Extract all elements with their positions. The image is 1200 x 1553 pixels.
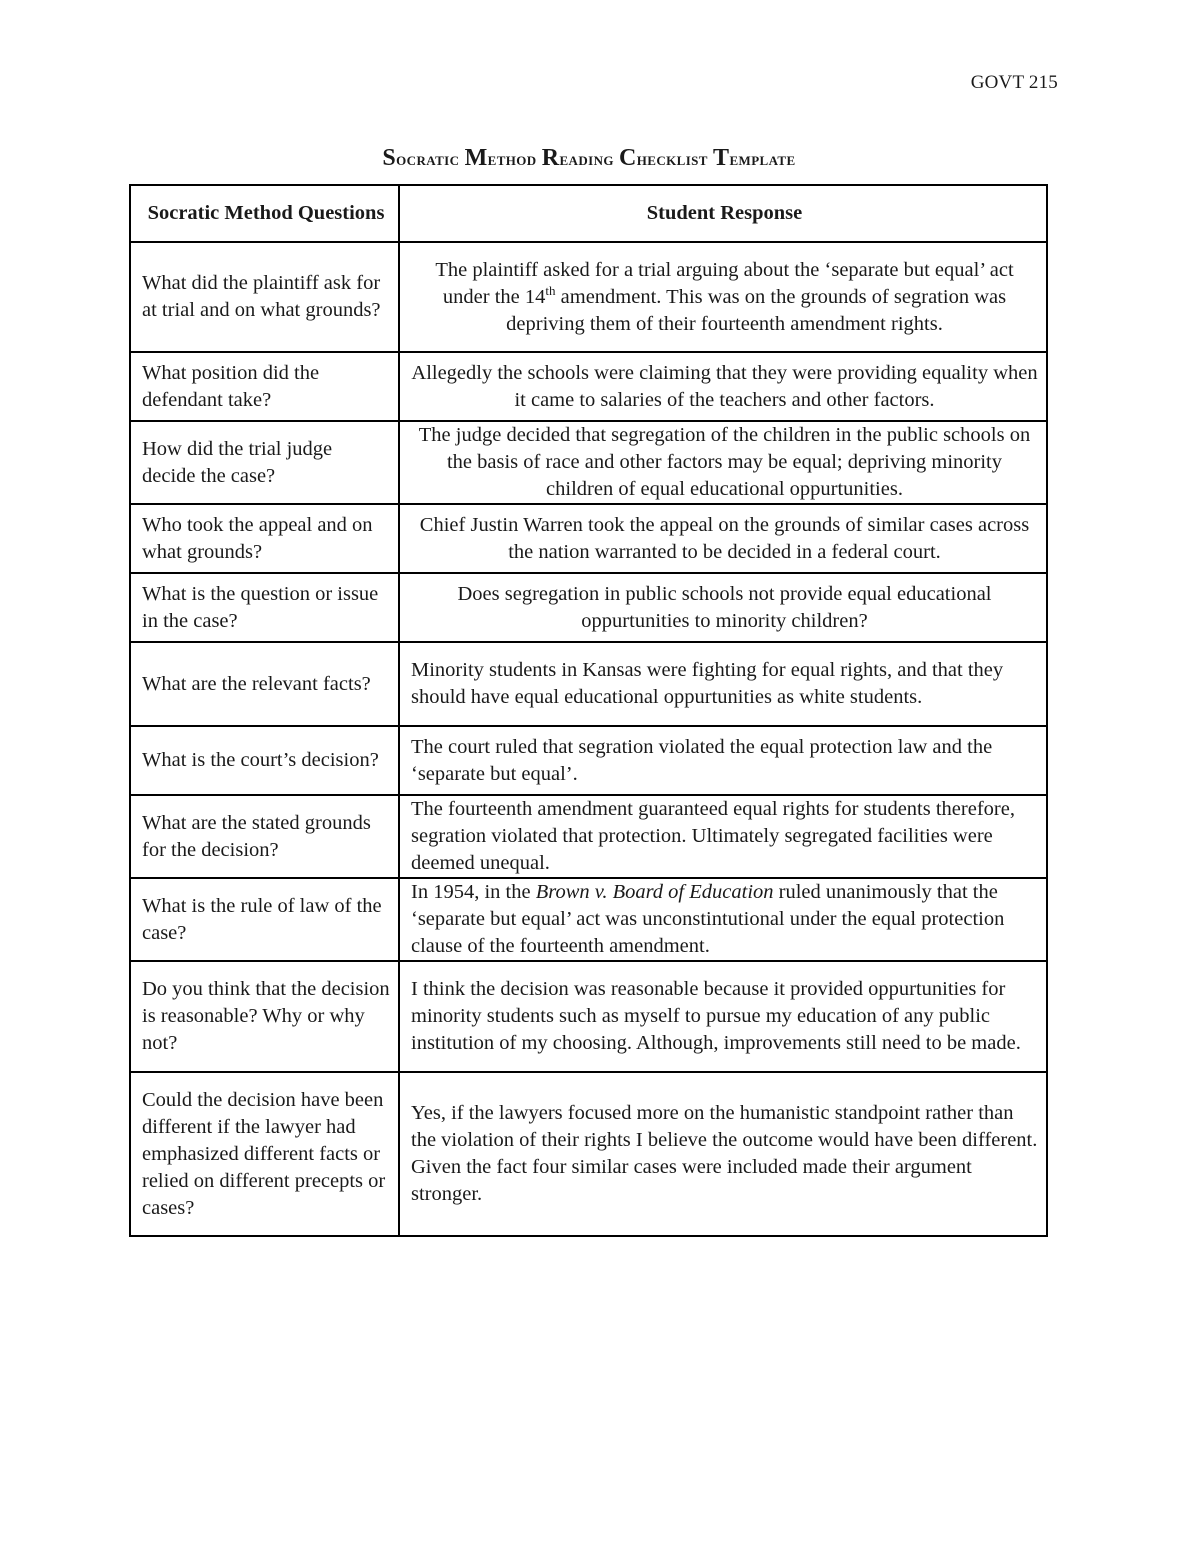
- table-header-row: [130, 185, 1047, 242]
- response-cell: Does segregation in public schools not provide equal educational oppurtunities to minority children?: [399, 573, 1047, 642]
- table-row: [130, 878, 1047, 961]
- response-text: amendment. This was on the grounds of segration was depriving them of their fourteenth amendment rights.: [506, 285, 1007, 335]
- question-cell: What position did the defendant take?: [130, 352, 399, 421]
- table-row: [130, 504, 1047, 573]
- response-cell: [399, 242, 1047, 352]
- response-text: ruled unanimously that the ‘separate but equal’ act was unconstintutional under the equal protection clause of the fourteenth amendment.: [411, 881, 1005, 957]
- question-cell: What are the stated grounds for the decision?: [130, 795, 399, 878]
- questions-column-header: Socratic Method Questions: [130, 185, 399, 242]
- response-cell: [399, 878, 1047, 961]
- table-row: [130, 1072, 1047, 1236]
- question-cell: What is the court’s decision?: [130, 726, 399, 795]
- response-cell: The fourteenth amendment guaranteed equal rights for students therefore, segration violated that protection. Ultimately segregated facilities were deemed unequal.: [399, 795, 1047, 878]
- table-row: [130, 573, 1047, 642]
- response-text: In 1954, in the: [411, 881, 536, 903]
- question-cell: What is the question or issue in the case?: [130, 573, 399, 642]
- response-cell: The court ruled that segration violated the equal protection law and the ‘separate but equal’.: [399, 726, 1047, 795]
- ordinal-suffix: th: [545, 282, 556, 298]
- response-column-header: Student Response: [399, 185, 1047, 242]
- table-row: [130, 726, 1047, 795]
- response-cell: The judge decided that segregation of the children in the public schools on the basis of race and other factors may be equal; depriving minority children of equal educational oppurtunities.: [399, 421, 1047, 504]
- response-cell: Chief Justin Warren took the appeal on the grounds of similar cases across the nation warranted to be decided in a federal court.: [399, 504, 1047, 573]
- checklist-table: [129, 184, 1048, 1237]
- table-row: [130, 242, 1047, 352]
- response-cell: Allegedly the schools were claiming that they were providing equality when it came to salaries of the teachers and other factors.: [399, 352, 1047, 421]
- case-name: Brown v. Board of Education: [535, 881, 774, 903]
- response-cell: I think the decision was reasonable because it provided oppurtunities for minority students such as myself to pursue my education of any public institution of my choosing. Although, improvements still need to be made.: [399, 961, 1047, 1072]
- question-cell: Who took the appeal and on what grounds?: [130, 504, 399, 573]
- table-row: [130, 642, 1047, 726]
- response-text: The plaintiff asked for a trial arguing about the ‘separate but equal’ act under the 14: [435, 258, 1014, 308]
- question-cell: What is the rule of law of the case?: [130, 878, 399, 961]
- document-title: Socratic Method Reading Checklist Template: [382, 145, 796, 171]
- table-row: [130, 961, 1047, 1072]
- response-cell: Yes, if the lawyers focused more on the humanistic standpoint rather than the violation of their rights I believe the outcome would have been different. Given the fact four similar cases were included made their argument stronger.: [399, 1072, 1047, 1236]
- question-cell: What did the plaintiff ask for at trial and on what grounds?: [130, 242, 399, 352]
- table-row: [130, 795, 1047, 878]
- question-cell: Do you think that the decision is reasonable? Why or why not?: [130, 961, 399, 1072]
- table-row: [130, 421, 1047, 504]
- question-cell: Could the decision have been different if the lawyer had emphasized different facts or relied on different precepts or cases?: [130, 1072, 399, 1236]
- table-row: [130, 352, 1047, 421]
- course-code: GOVT 215: [970, 72, 1058, 93]
- question-cell: How did the trial judge decide the case?: [130, 421, 399, 504]
- response-cell: Minority students in Kansas were fighting for equal rights, and that they should have equal educational oppurtunities as white students.: [399, 642, 1047, 726]
- question-cell: What are the relevant facts?: [130, 642, 399, 726]
